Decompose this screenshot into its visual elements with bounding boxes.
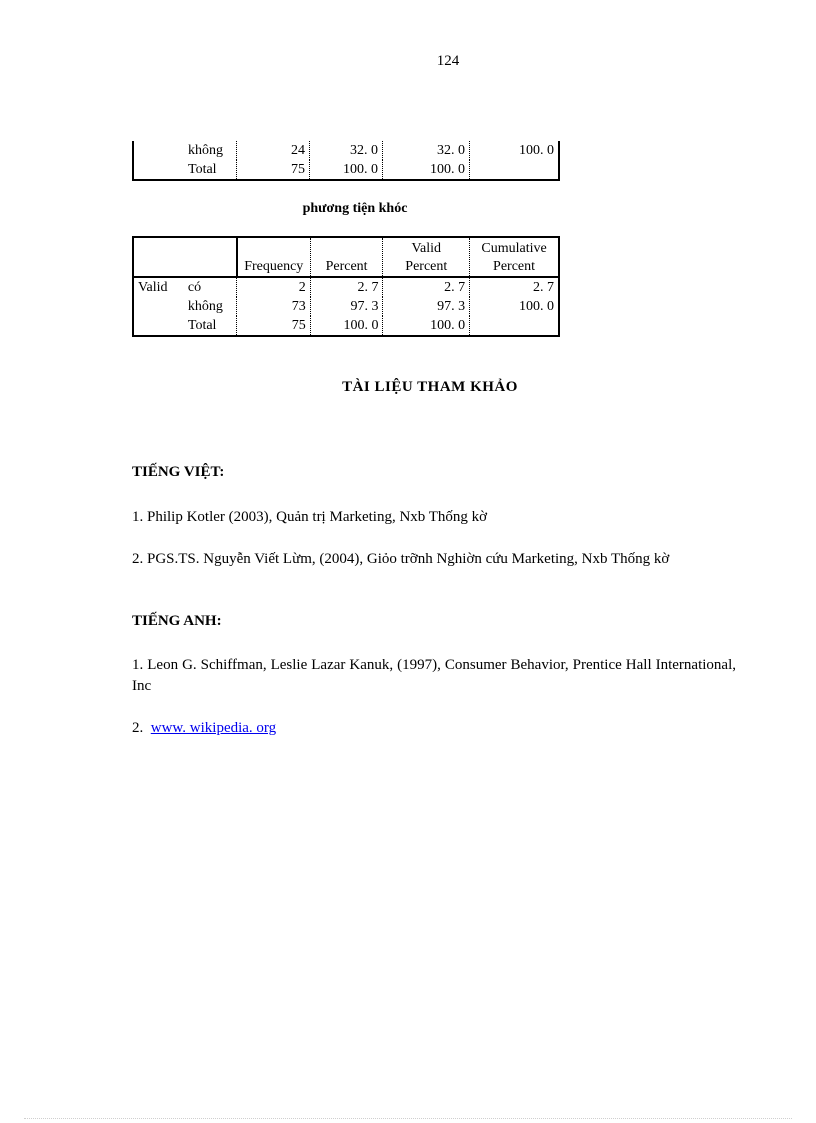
cumulative-percent-cell: 2. 7: [470, 277, 559, 297]
table-row: [133, 160, 559, 180]
frequency-cell: 73: [237, 297, 310, 316]
reference-item-vi-2: 2. PGS.TS. Nguyễn Viết Lừm, (2004), Giỏo trỡnh Nghiờn cứu Marketing, Nxb Thống kờ: [132, 551, 670, 567]
percent-cell: 97. 3: [310, 297, 383, 316]
row-group-label: [133, 316, 184, 336]
header-valid-percent-line1: Valid: [411, 241, 442, 256]
wikipedia-link[interactable]: www. wikipedia. org: [150, 720, 277, 736]
header-valid-percent-line2: Percent: [405, 259, 448, 274]
percent-cell: 32. 0: [310, 141, 383, 160]
row-category-label: Total: [187, 318, 217, 333]
table-row: [133, 316, 559, 336]
frequency-cell: 75: [237, 316, 310, 336]
cumulative-percent-cell: [470, 316, 559, 336]
valid-percent-cell: 100. 0: [383, 316, 470, 336]
header-frequency: Frequency: [237, 237, 310, 277]
cumulative-percent-cell: 100. 0: [470, 141, 560, 160]
frequency-table: [132, 236, 560, 337]
valid-percent-cell: 2. 7: [383, 277, 470, 297]
reference-number: 2.: [132, 720, 151, 736]
reference-item-vi-1: 1. Philip Kotler (2003), Quản trị Marketing, Nxb Thống kờ: [132, 509, 488, 525]
table-row: [133, 277, 559, 297]
table-caption: phương tiện khóc: [302, 201, 408, 216]
reference-item-en-2: [132, 718, 736, 739]
frequency-cell: 24: [237, 141, 310, 160]
reference-item-en-1: 1. Leon G. Schiffman, Leslie Lazar Kanuk, (1997), Consumer Behavior, Prentice Hall International, Inc: [132, 657, 736, 694]
row-group-label: [133, 160, 184, 180]
row-group-label: Valid: [138, 280, 168, 295]
row-category-label: có: [187, 280, 202, 295]
row-category-label: không: [188, 143, 223, 158]
cumulative-percent-cell: [470, 160, 560, 180]
header-valid-percent: [383, 237, 470, 277]
percent-cell: 100. 0: [310, 316, 383, 336]
frequency-table-continued: [132, 141, 560, 181]
header-percent: Percent: [310, 237, 383, 277]
table-header-row: [133, 237, 559, 277]
row-group-label: [133, 141, 184, 160]
header-blank: [184, 237, 237, 277]
header-cumulative-percent-line1: Cumulative: [481, 241, 547, 256]
row-category-label: Total: [188, 162, 217, 177]
valid-percent-cell: 97. 3: [383, 297, 470, 316]
valid-percent-cell: 100. 0: [383, 160, 470, 180]
table-row: [133, 141, 559, 160]
header-blank: [133, 237, 184, 277]
vietnamese-heading: TIẾNG VIỆT:: [132, 464, 225, 480]
header-cumulative-percent: [470, 237, 559, 277]
table-row: [133, 297, 559, 316]
row-group-label: [133, 297, 184, 316]
percent-cell: 100. 0: [310, 160, 383, 180]
frequency-cell: 75: [237, 160, 310, 180]
references-title: TÀI LIỆU THAM KHẢO: [342, 379, 518, 395]
page-bottom-divider: [24, 1118, 792, 1119]
valid-percent-cell: 32. 0: [383, 141, 470, 160]
english-heading: TIẾNG ANH:: [132, 613, 222, 629]
percent-cell: 2. 7: [310, 277, 383, 297]
cumulative-percent-cell: 100. 0: [470, 297, 559, 316]
header-cumulative-percent-line2: Percent: [493, 259, 536, 274]
frequency-cell: 2: [237, 277, 310, 297]
page-number: 124: [436, 53, 460, 69]
row-category-label: không: [187, 299, 223, 314]
